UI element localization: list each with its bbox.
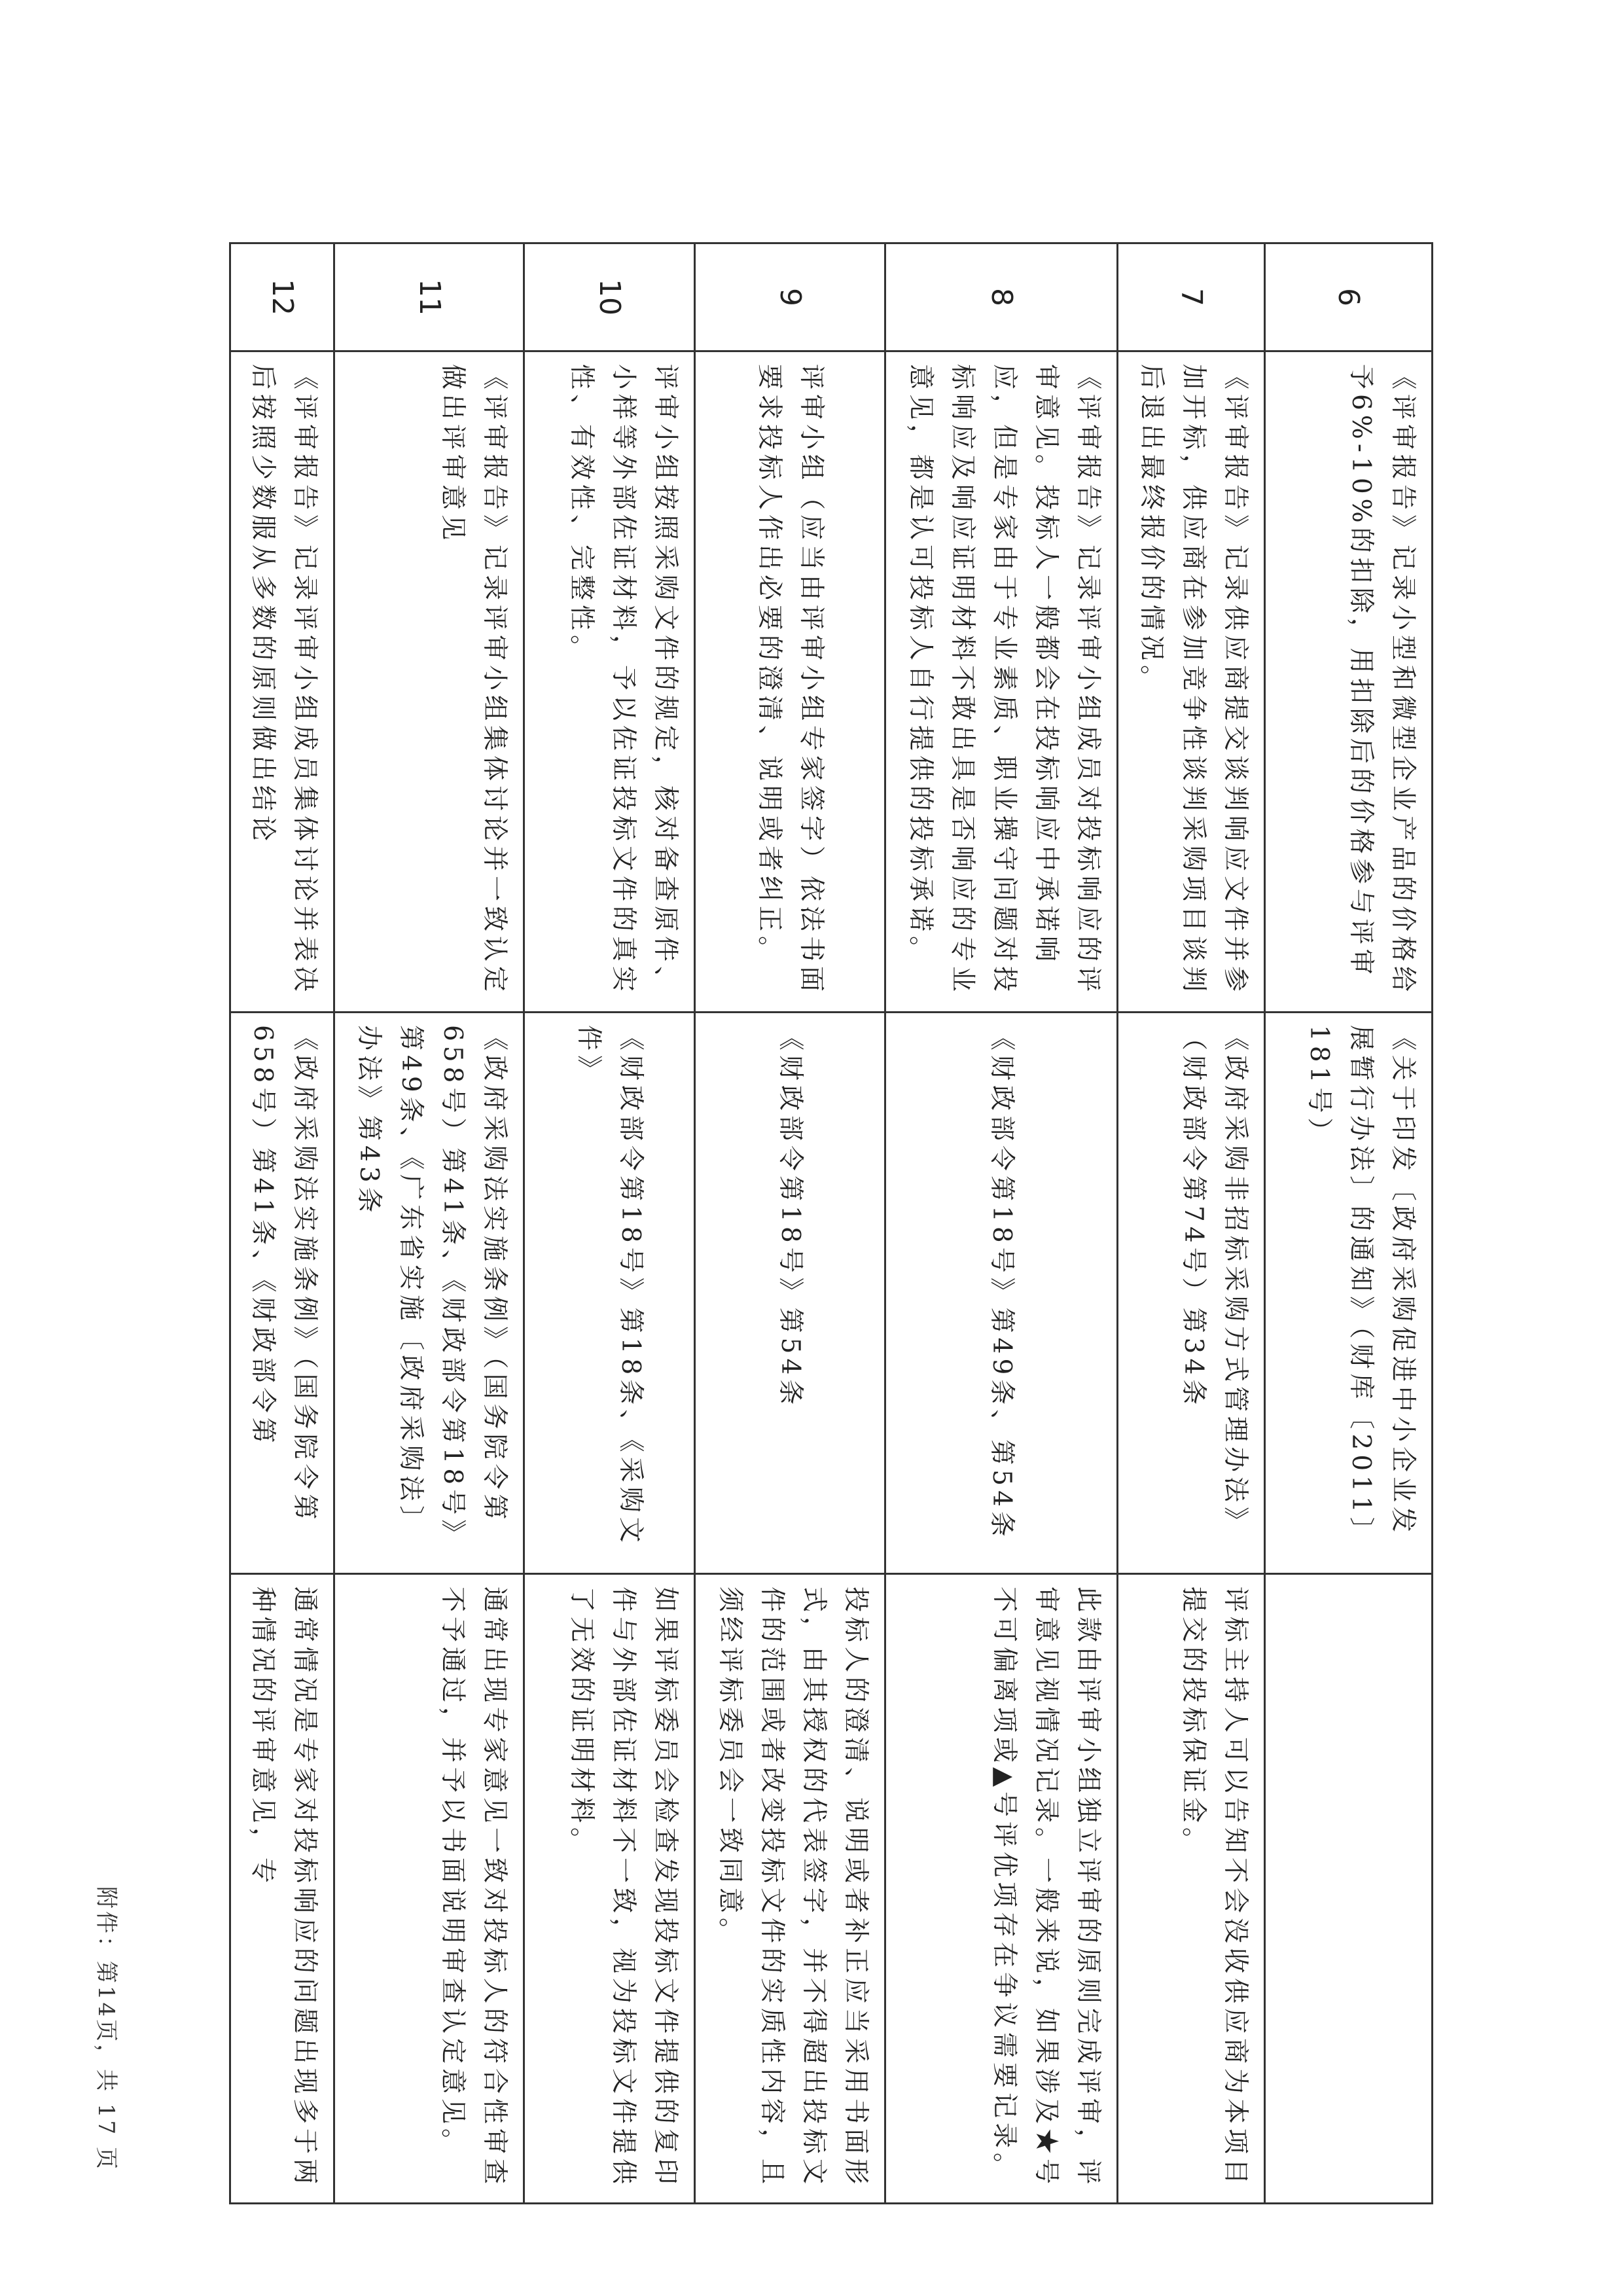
review-content: 《评审报告》记录小型和微型企业产品的价格给予6%-10%的扣除，用扣除后的价格参与评审 [1264, 351, 1432, 1013]
remark: 通常情况是专家对投标响应的问题出现多于两种情况的评审意见，专 [230, 1574, 334, 2204]
legal-basis: 《财政部令第18号》第54条 [695, 1013, 885, 1574]
remark [1264, 1574, 1432, 2204]
row-number: 7 [1118, 243, 1264, 351]
legal-basis: 《财政部令第18号》第49条、第54条 [885, 1013, 1118, 1574]
review-table [229, 242, 1433, 2204]
review-content: 《评审报告》记录供应商提交谈判响应文件并参加开标，供应商在参加竞争性谈判采购项目谈判后退出最终报价的情况。 [1118, 351, 1264, 1013]
table-row [334, 243, 524, 2204]
review-content: 评审小组（应当由评审小组专家签字）依法书面要求投标人作出必要的澄清、说明或者纠正。 [695, 351, 885, 1013]
page-footer: 附件：第14页，共 17 页 [93, 1886, 119, 2172]
row-number: 6 [1264, 243, 1432, 351]
review-content: 《评审报告》记录评审小组成员集体讨论并表决后按照少数服从多数的原则做出结论 [230, 351, 334, 1013]
legal-basis: 《政府采购非招标采购方式管理办法》（财政部令第74号）第34条 [1118, 1013, 1264, 1574]
legal-basis: 《政府采购法实施条例》（国务院令第658号）第41条、《财政部令第 [230, 1013, 334, 1574]
table-row [524, 243, 695, 2204]
row-number: 10 [524, 243, 695, 351]
review-content: 《评审报告》记录评审小组成员对投标响应的评审意见。投标人一般都会在投标响应中承诺响应，但是专家由于专业素质、职业操守问题对投标响应及响应证明材料不敢出具是否响应的专业意见，都是认可投标人自行提供的投标承诺。 [885, 351, 1118, 1013]
legal-basis: 《关于印发〔政府采购促进中小企业发展暂行办法〕的通知》（财库〔2011〕181号） [1264, 1013, 1432, 1574]
table-row [885, 243, 1118, 2204]
table-row [1118, 243, 1264, 2204]
review-content: 《评审报告》记录评审小组集体讨论并一致认定做出评审意见 [334, 351, 524, 1013]
remark: 如果评标委员会检查发现投标文件提供的复印件与外部佐证材料不一致，视为投标文件提供了无效的证明材料。 [524, 1574, 695, 2204]
table-row [1264, 243, 1432, 2204]
row-number: 11 [334, 243, 524, 351]
remark: 评标主持人可以告知不会没收供应商为本项目提交的投标保证金。 [1118, 1574, 1264, 2204]
remark: 此款由评审小组独立评审的原则完成评审，评审意见视情况记录。一般来说，如果涉及★号不可偏离项或▲号评优项存在争议需要记录。 [885, 1574, 1118, 2204]
table-row [230, 243, 334, 2204]
legal-basis: 《政府采购法实施条例》（国务院令第658号）第41条、《财政部令第18号》第49条、《广东省实施〔政府采购法〕办法》第43条 [334, 1013, 524, 1574]
row-number: 9 [695, 243, 885, 351]
legal-basis: 《财政部令第18号》第18条、《采购文件》 [524, 1013, 695, 1574]
row-number: 8 [885, 243, 1118, 351]
row-number: 12 [230, 243, 334, 351]
remark: 投标人的澄清、说明或者补正应当采用书面形式，由其授权的代表签字，并不得超出投标文件的范围或者改变投标文件的实质性内容，且须经评标委员会一致同意。 [695, 1574, 885, 2204]
review-content: 评审小组按照采购文件的规定，核对备查原件、小样等外部佐证材料，予以佐证投标文件的真实性、有效性、完整性。 [524, 351, 695, 1013]
table-row [695, 243, 885, 2204]
remark: 通常出现专家意见一致对投标人的符合性审查不予通过，并予以书面说明审查认定意见。 [334, 1574, 524, 2204]
